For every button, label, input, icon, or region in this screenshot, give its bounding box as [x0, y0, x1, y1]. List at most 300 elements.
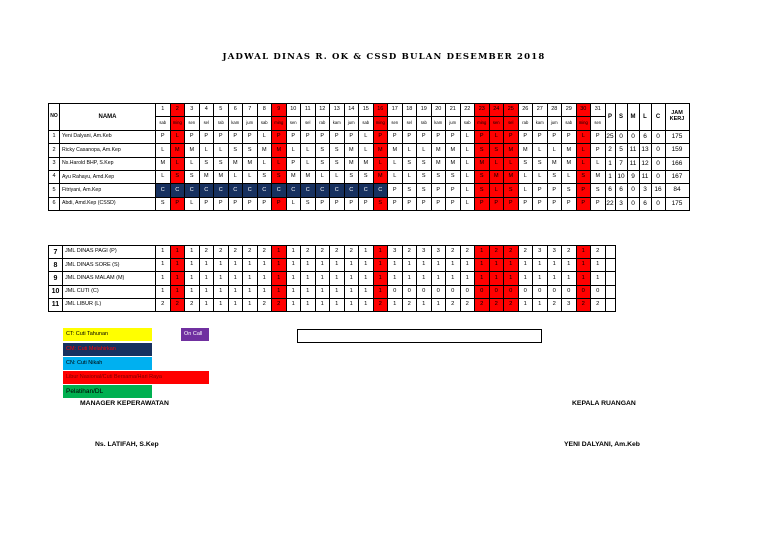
total-cell: 1 — [185, 259, 200, 272]
shift-cell: M — [504, 144, 519, 157]
total-cell: 0 — [547, 285, 562, 298]
total-cell: 1 — [518, 259, 533, 272]
day-number: 12 — [315, 104, 330, 117]
day-name: kam — [228, 117, 243, 130]
shift-cell: S — [475, 144, 490, 157]
shift-cell: L — [533, 170, 548, 183]
total-cell: 1 — [286, 285, 301, 298]
day-number: 4 — [199, 104, 214, 117]
shift-cell: S — [489, 144, 504, 157]
shift-cell: P — [591, 197, 606, 210]
shift-cell: P — [547, 130, 562, 143]
total-cell: 1 — [591, 272, 606, 285]
shift-cell: S — [417, 170, 432, 183]
shift-cell: L — [460, 197, 475, 210]
total-no: 11 — [49, 298, 63, 311]
total-cell: 2 — [591, 298, 606, 311]
staff-no: 4 — [49, 170, 60, 183]
shift-cell: S — [330, 144, 345, 157]
sum-cell: 0 — [615, 130, 627, 143]
sum-cell: 0 — [627, 184, 639, 197]
total-cell: 1 — [576, 272, 591, 285]
total-cell: 1 — [228, 259, 243, 272]
total-cell: 1 — [446, 272, 461, 285]
shift-cell: P — [315, 130, 330, 143]
shift-cell: L — [330, 170, 345, 183]
total-cell: 1 — [562, 272, 577, 285]
shift-cell: P — [402, 130, 417, 143]
shift-cell: P — [547, 197, 562, 210]
shift-cell: L — [591, 157, 606, 170]
shift-cell: P — [402, 197, 417, 210]
shift-cell: S — [214, 157, 229, 170]
shift-cell: S — [315, 157, 330, 170]
sum-cell: 0 — [627, 130, 639, 143]
total-cell: 1 — [156, 259, 171, 272]
day-name: ming — [170, 117, 185, 130]
shift-cell: L — [533, 144, 548, 157]
shift-cell: S — [562, 184, 577, 197]
shift-cell: M — [373, 170, 388, 183]
total-cell: 1 — [417, 272, 432, 285]
shift-cell: P — [388, 184, 403, 197]
total-cell: 1 — [344, 259, 359, 272]
staff-no: 2 — [49, 144, 60, 157]
total-cell: 1 — [315, 285, 330, 298]
shift-cell: P — [228, 130, 243, 143]
total-cell: 1 — [475, 259, 490, 272]
shift-cell: P — [330, 197, 345, 210]
total-cell: 1 — [359, 272, 374, 285]
total-cell: 1 — [489, 259, 504, 272]
total-cell: 2 — [475, 298, 490, 311]
total-cell: 1 — [359, 259, 374, 272]
shift-cell: S — [431, 170, 446, 183]
sum-cell: 0 — [651, 197, 665, 210]
legend-cuti-nikah: CN: Cuti Nikah — [63, 357, 152, 370]
day-name: sel — [301, 117, 316, 130]
total-cell: 1 — [402, 272, 417, 285]
total-cell: 1 — [359, 246, 374, 259]
day-number: 19 — [417, 104, 432, 117]
shift-cell: P — [344, 197, 359, 210]
total-cell: 2 — [446, 246, 461, 259]
shift-cell: M — [301, 170, 316, 183]
total-cell: 1 — [373, 285, 388, 298]
total-cell: 2 — [504, 298, 519, 311]
sum-cell: 3 — [615, 197, 627, 210]
shift-cell: M — [431, 157, 446, 170]
staff-name: Ayu Rahayu, Amd.Kep — [60, 170, 156, 183]
shift-cell: S — [591, 184, 606, 197]
shift-cell: S — [257, 170, 272, 183]
sum-cell: 0 — [651, 130, 665, 143]
total-cell: 1 — [214, 259, 229, 272]
total-cell: 2 — [272, 298, 287, 311]
total-cell: 2 — [446, 298, 461, 311]
staff-name: Ns.Harold BHP, S.Kep — [60, 157, 156, 170]
day-name: sen — [388, 117, 403, 130]
shift-cell: S — [156, 197, 171, 210]
day-number: 14 — [344, 104, 359, 117]
total-cell: 0 — [562, 285, 577, 298]
total-cell: 1 — [228, 285, 243, 298]
day-number: 11 — [301, 104, 316, 117]
total-cell: 2 — [344, 246, 359, 259]
total-end — [605, 246, 615, 259]
total-cell: 2 — [214, 246, 229, 259]
staff-no: 1 — [49, 130, 60, 143]
day-number: 8 — [257, 104, 272, 117]
total-cell: 1 — [214, 298, 229, 311]
total-cell: 2 — [504, 246, 519, 259]
shift-cell: L — [257, 130, 272, 143]
total-cell: 1 — [359, 285, 374, 298]
day-name: sel — [402, 117, 417, 130]
total-cell: 1 — [330, 285, 345, 298]
day-name: sab — [460, 117, 475, 130]
sum-header: C — [651, 104, 665, 131]
day-name: jum — [547, 117, 562, 130]
total-cell: 1 — [156, 285, 171, 298]
total-cell: 3 — [431, 246, 446, 259]
day-number: 18 — [402, 104, 417, 117]
total-cell: 2 — [489, 246, 504, 259]
shift-cell: P — [576, 197, 591, 210]
shift-cell: L — [301, 144, 316, 157]
shift-cell: L — [214, 144, 229, 157]
total-cell: 1 — [272, 259, 287, 272]
shift-cell: M — [562, 157, 577, 170]
shift-cell: L — [257, 157, 272, 170]
total-cell: 1 — [344, 298, 359, 311]
total-cell: 1 — [504, 259, 519, 272]
total-cell: 1 — [417, 259, 432, 272]
total-cell: 2 — [373, 298, 388, 311]
total-cell: 2 — [576, 298, 591, 311]
total-row — [49, 259, 616, 272]
shift-cell: S — [330, 157, 345, 170]
shift-cell: S — [475, 170, 490, 183]
day-number: 17 — [388, 104, 403, 117]
total-cell: 1 — [475, 246, 490, 259]
shift-cell: P — [199, 197, 214, 210]
total-cell: 1 — [214, 285, 229, 298]
total-cell: 2 — [156, 298, 171, 311]
shift-cell: M — [475, 157, 490, 170]
shift-cell: L — [315, 170, 330, 183]
shift-cell: L — [388, 170, 403, 183]
staff-row — [49, 170, 690, 183]
shift-cell: L — [243, 170, 258, 183]
shift-cell: P — [228, 197, 243, 210]
day-number: 9 — [272, 104, 287, 117]
shift-cell: L — [199, 144, 214, 157]
jam-cell: 159 — [665, 144, 689, 157]
legend-libur-nasional: Libur Nasional/Cuti Bersama/Hari Raya — [63, 371, 209, 384]
total-cell: 1 — [388, 272, 403, 285]
shift-cell: P — [504, 130, 519, 143]
total-cell: 1 — [431, 272, 446, 285]
total-cell: 1 — [286, 259, 301, 272]
shift-cell: L — [460, 130, 475, 143]
staff-name: Yeni Dalyani, Am.Keb — [60, 130, 156, 143]
legend-cuti-tahunan: CT: Cuti Tahunan — [63, 328, 152, 341]
shift-cell: P — [518, 130, 533, 143]
sum-cell: 5 — [615, 144, 627, 157]
total-cell: 1 — [286, 298, 301, 311]
total-cell: 2 — [301, 246, 316, 259]
total-row — [49, 246, 616, 259]
total-cell: 1 — [286, 272, 301, 285]
day-number: 26 — [518, 104, 533, 117]
total-cell: 0 — [591, 285, 606, 298]
shift-cell: P — [214, 130, 229, 143]
shift-cell: M — [504, 170, 519, 183]
shift-cell: L — [272, 157, 287, 170]
shift-cell: L — [185, 197, 200, 210]
shift-cell: S — [518, 157, 533, 170]
total-cell: 2 — [518, 246, 533, 259]
shift-cell: C — [373, 184, 388, 197]
total-cell: 1 — [301, 259, 316, 272]
day-number: 25 — [504, 104, 519, 117]
shift-cell: L — [489, 184, 504, 197]
day-number: 13 — [330, 104, 345, 117]
shift-cell: C — [243, 184, 258, 197]
total-label: JML CUTI (C) — [63, 285, 156, 298]
total-no: 7 — [49, 246, 63, 259]
total-cell: 1 — [243, 259, 258, 272]
total-cell: 3 — [388, 246, 403, 259]
total-label: JML DINAS SORE (S) — [63, 259, 156, 272]
total-cell: 1 — [533, 298, 548, 311]
page-title: JADWAL DINAS R. OK & CSSD BULAN DESEMBER 2018 — [222, 52, 546, 62]
shift-cell: L — [402, 170, 417, 183]
shift-cell: L — [576, 157, 591, 170]
total-cell: 1 — [388, 259, 403, 272]
total-cell: 1 — [344, 272, 359, 285]
total-cell: 1 — [518, 298, 533, 311]
total-cell: 1 — [518, 272, 533, 285]
total-cell: 1 — [504, 272, 519, 285]
shift-cell: P — [431, 197, 446, 210]
day-number: 3 — [185, 104, 200, 117]
shift-cell: P — [446, 184, 461, 197]
shift-cell: M — [228, 157, 243, 170]
shift-cell: C — [301, 184, 316, 197]
shift-cell: M — [272, 144, 287, 157]
sum-cell: 1 — [605, 157, 615, 170]
shift-cell: P — [272, 197, 287, 210]
shift-cell: M — [243, 157, 258, 170]
sum-cell: 6 — [615, 184, 627, 197]
total-cell: 2 — [199, 246, 214, 259]
day-number: 16 — [373, 104, 388, 117]
shift-cell: P — [562, 130, 577, 143]
total-cell: 1 — [257, 272, 272, 285]
staff-row — [49, 144, 690, 157]
day-number: 15 — [359, 104, 374, 117]
shift-cell: L — [156, 170, 171, 183]
staff-row — [49, 184, 690, 197]
sum-cell: 6 — [639, 130, 651, 143]
shift-cell: L — [489, 130, 504, 143]
shift-cell: L — [576, 144, 591, 157]
day-number: 20 — [431, 104, 446, 117]
legend-pelatihan: Pelatihan/DL — [63, 385, 152, 398]
total-cell: 2 — [257, 298, 272, 311]
total-cell: 1 — [330, 259, 345, 272]
shift-cell: M — [562, 144, 577, 157]
day-name: sen — [286, 117, 301, 130]
shift-cell: P — [533, 130, 548, 143]
shift-cell: M — [214, 170, 229, 183]
total-label: JML LIBUR (L) — [63, 298, 156, 311]
total-cell: 0 — [533, 285, 548, 298]
day-name: rab — [315, 117, 330, 130]
shift-cell: L — [518, 184, 533, 197]
shift-cell: P — [243, 197, 258, 210]
day-number: 2 — [170, 104, 185, 117]
shift-cell: C — [330, 184, 345, 197]
shift-cell: L — [518, 170, 533, 183]
shift-cell: S — [417, 184, 432, 197]
total-cell: 1 — [576, 246, 591, 259]
shift-cell: L — [417, 144, 432, 157]
total-cell: 2 — [460, 298, 475, 311]
shift-cell: S — [402, 157, 417, 170]
total-cell: 0 — [475, 285, 490, 298]
sum-cell: 16 — [651, 184, 665, 197]
sum-header: M — [627, 104, 639, 131]
total-cell: 2 — [257, 246, 272, 259]
total-cell: 1 — [460, 272, 475, 285]
shift-cell: L — [460, 157, 475, 170]
shift-cell: S — [417, 157, 432, 170]
shift-cell: S — [243, 144, 258, 157]
day-name: ming — [373, 117, 388, 130]
shift-cell: S — [344, 170, 359, 183]
shift-cell: S — [170, 170, 185, 183]
staff-name: Ricky Casanopa, Am.Kep — [60, 144, 156, 157]
total-cell: 1 — [446, 259, 461, 272]
total-no: 8 — [49, 259, 63, 272]
shift-cell: M — [373, 144, 388, 157]
shift-cell: S — [315, 144, 330, 157]
sum-cell: 0 — [651, 144, 665, 157]
shift-cell: C — [199, 184, 214, 197]
shift-cell: L — [489, 157, 504, 170]
total-cell: 1 — [257, 259, 272, 272]
total-cell: 0 — [576, 285, 591, 298]
total-cell: 1 — [315, 272, 330, 285]
shift-cell: P — [373, 130, 388, 143]
total-cell: 1 — [533, 272, 548, 285]
total-cell: 0 — [388, 285, 403, 298]
total-cell: 2 — [315, 246, 330, 259]
sum-cell: 25 — [605, 130, 615, 143]
shift-cell: S — [475, 184, 490, 197]
shift-cell: S — [301, 197, 316, 210]
shift-cell: M — [489, 170, 504, 183]
sum-cell: 2 — [605, 144, 615, 157]
shift-cell: S — [576, 170, 591, 183]
day-number: 1 — [156, 104, 171, 117]
total-cell: 1 — [301, 285, 316, 298]
total-row — [49, 285, 616, 298]
shift-cell: P — [533, 197, 548, 210]
shift-cell: S — [547, 170, 562, 183]
shift-cell: S — [533, 157, 548, 170]
shift-cell: S — [504, 184, 519, 197]
shift-cell: P — [199, 130, 214, 143]
head-name: YENI DALYANI, Am.Keb — [564, 441, 640, 448]
shift-cell: P — [170, 197, 185, 210]
shift-cell: C — [228, 184, 243, 197]
day-name: kam — [533, 117, 548, 130]
shift-cell: P — [388, 197, 403, 210]
shift-cell: P — [518, 197, 533, 210]
total-cell: 2 — [330, 246, 345, 259]
total-cell: 3 — [417, 246, 432, 259]
total-cell: 0 — [460, 285, 475, 298]
day-number: 6 — [228, 104, 243, 117]
total-cell: 2 — [402, 298, 417, 311]
sum-cell: 13 — [639, 144, 651, 157]
total-cell: 2 — [547, 298, 562, 311]
total-cell: 1 — [243, 298, 258, 311]
day-name: sab — [562, 117, 577, 130]
day-name: sab — [257, 117, 272, 130]
total-cell: 3 — [562, 298, 577, 311]
jam-kerja-header: JAM KERJ — [665, 104, 689, 131]
total-end — [605, 259, 615, 272]
shift-cell: L — [170, 157, 185, 170]
day-name: jum — [243, 117, 258, 130]
day-name: rab — [518, 117, 533, 130]
total-cell: 1 — [228, 298, 243, 311]
shift-cell: P — [185, 130, 200, 143]
total-cell: 1 — [402, 259, 417, 272]
total-cell: 2 — [228, 246, 243, 259]
staff-name: Abdi, Amd.Kep (CSSD) — [60, 197, 156, 210]
shift-cell: L — [359, 130, 374, 143]
legend-cuti-melahirkan: CM: Cuti Melahirkan — [63, 343, 152, 356]
shift-cell: L — [402, 144, 417, 157]
total-cell: 1 — [272, 246, 287, 259]
sum-cell: 12 — [639, 157, 651, 170]
total-cell: 1 — [344, 285, 359, 298]
total-cell: 2 — [489, 298, 504, 311]
total-cell: 1 — [257, 285, 272, 298]
sum-cell: 9 — [627, 170, 639, 183]
total-end — [605, 298, 615, 311]
total-cell: 1 — [330, 272, 345, 285]
total-end — [605, 272, 615, 285]
shift-cell: L — [460, 170, 475, 183]
day-number: 5 — [214, 104, 229, 117]
legend-on-call: On Call — [181, 328, 209, 341]
total-cell: 0 — [504, 285, 519, 298]
total-cell: 1 — [576, 259, 591, 272]
total-cell: 1 — [373, 246, 388, 259]
shift-cell: L — [460, 144, 475, 157]
staff-no: 3 — [49, 157, 60, 170]
day-number: 24 — [489, 104, 504, 117]
total-cell: 1 — [431, 298, 446, 311]
shift-cell: P — [504, 197, 519, 210]
